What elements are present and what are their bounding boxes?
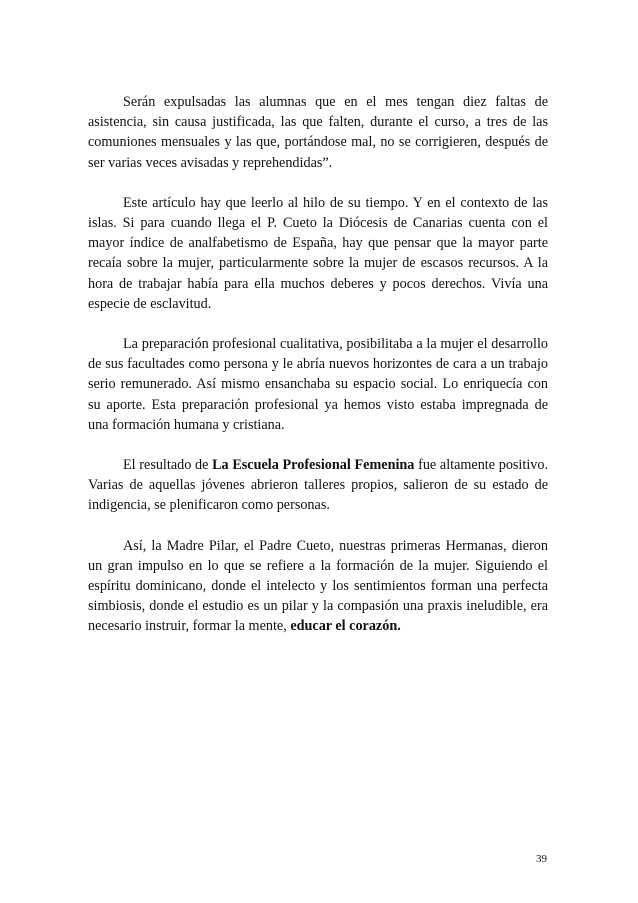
body-text xyxy=(88,92,548,657)
page-number: 39 xyxy=(536,853,547,865)
paragraph-dominican-spirit xyxy=(88,536,548,637)
paragraph-expulsion-rule xyxy=(88,92,548,173)
paragraph-professional-preparation xyxy=(88,334,548,435)
paragraph-historical-context xyxy=(88,193,548,314)
paragraph-text: La preparación profesional cualitativa, posibilitaba a la mujer el desarrollo de sus facultades como persona y le abría nuevos horizontes de cara a un trabajo serio remunerado. Así mismo ensanchaba su espacio social. Lo enriquecía con su aporte. Esta preparación profesional ya hemos visto estaba impregnada de una formación humana y cristiana. xyxy=(88,336,548,433)
school-name-bold: La Escuela Profesional Femenina xyxy=(212,457,415,474)
closing-phrase-bold: educar el corazón. xyxy=(290,618,401,635)
paragraph-text: Así, la Madre Pilar, el Padre Cueto, nuestras primeras Hermanas, dieron un gran impulso en lo que se refiere a la formación de la mujer. Siguiendo el espíritu dominicano, donde el intelecto y los sentimientos forman una perfecta simbiosis, donde el estudio es un pilar y la compasión una praxis ineludible, era necesario instruir, formar la mente, xyxy=(88,537,548,635)
paragraph-text: Serán expulsadas las alumnas que en el mes tengan diez faltas de asistencia, sin causa justificada, las que falten, durante el curso, a tres de las comuniones mensuales y las que, portándose mal, no se corrigieren, después de ser varias veces avisadas y reprehendidas”. xyxy=(88,94,548,171)
paragraph-text: fue altamente positivo. Varias de aquellas jóvenes abrieron talleres propios, salieron de su estado de indigencia, se plenificaron como personas. xyxy=(88,457,548,514)
paragraph-school-result xyxy=(88,455,548,516)
paragraph-text: El resultado de xyxy=(123,457,213,474)
paragraph-text: Este artículo hay que leerlo al hilo de su tiempo. Y en el contexto de las islas. Si para cuando llega el P. Cueto la Diócesis de Canarias cuenta con el mayor índice de analfabetismo de España, hay que pensar que la mayor parte recaía sobre la mujer, particularmente sobre la mujer de escasos recursos. A la hora de trabajar había para ella muchos deberes y pocos derechos. Vivía una especie de esclavitud. xyxy=(88,194,548,312)
